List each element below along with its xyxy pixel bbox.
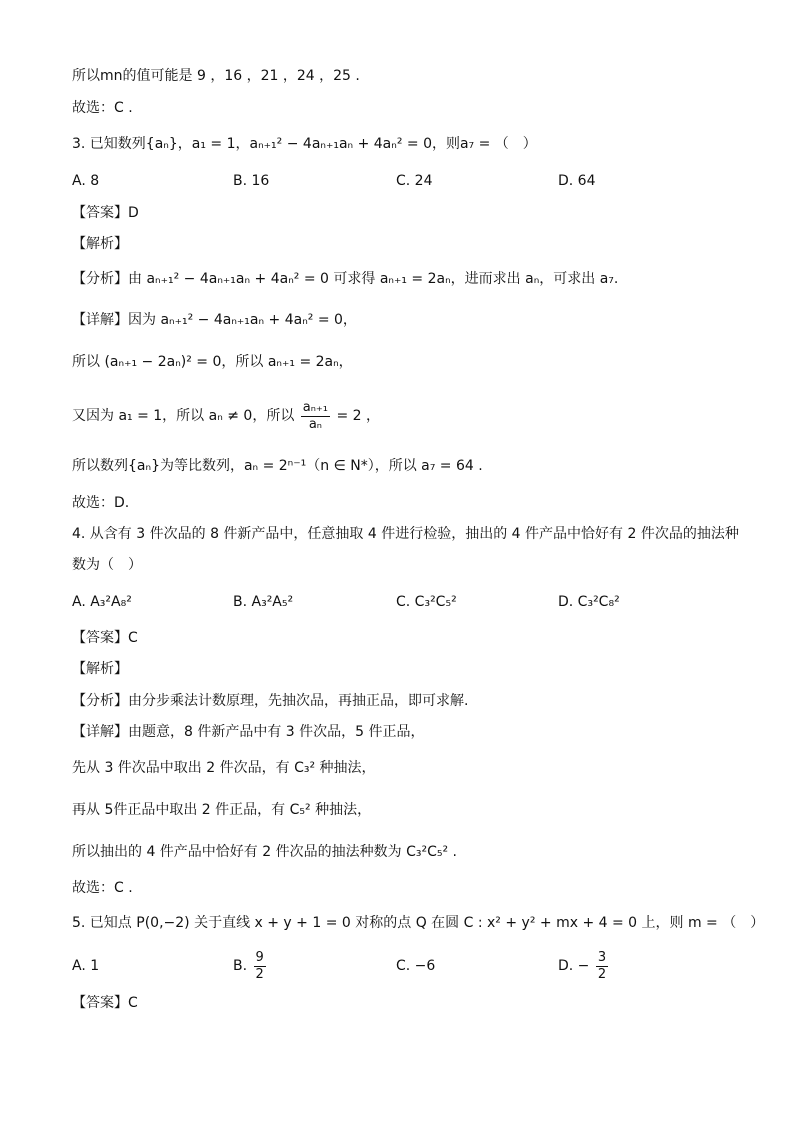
analysis-tag: 【解析】 [72, 661, 128, 677]
detail-text: 【详解】因为 aₙ₊₁² − 4aₙ₊₁aₙ + 4aₙ² = 0， [72, 312, 357, 328]
answer-tag: 【答案】C [72, 630, 138, 646]
q5-option-b [233, 946, 268, 986]
q4-option-a: A. A₃²A₈² [72, 594, 132, 610]
detail-step: 所以抽出的 4 件产品中恰好有 2 件次品的抽法种数为 C₃²C₅² . [72, 844, 457, 860]
q4-option-c: C. C₃²C₅² [396, 594, 457, 610]
question-4-line-2: 数为（ ） [72, 557, 142, 573]
q5-option-d [558, 946, 610, 986]
detail-step: 所以数列{aₙ}为等比数列，aₙ = 2ⁿ⁻¹（n ∈ N*），所以 a₇ = 64 . [72, 458, 483, 474]
detail-step-fraction [72, 396, 380, 436]
fraction-numerator: aₙ₊₁ [302, 399, 329, 415]
q3-option-c: C. 24 [396, 173, 433, 189]
detail-text: 【详解】由题意，8 件新产品中有 3 件次品，5 件正品， [72, 724, 425, 740]
q5-option-a: A. 1 [72, 958, 100, 974]
fraction-numerator: 3 [597, 949, 607, 965]
option-label: D. − [558, 958, 590, 974]
q3-option-d: D. 64 [558, 173, 596, 189]
detail-step: 再从 5件正品中取出 2 件正品，有 C₅² 种抽法， [72, 802, 372, 818]
question-4-line-1: 4. 从含有 3 件次品的 8 件新产品中，任意抽取 4 件进行检验，抽出的 4 件产品中恰好有 2 件次品的抽法种 [72, 526, 739, 542]
fraction-numerator: 9 [255, 949, 264, 965]
analysis-text: 【分析】由 aₙ₊₁² − 4aₙ₊₁aₙ + 4aₙ² = 0 可求得 aₙ₊₁ = 2aₙ，进而求出 aₙ，可求出 a₇. [72, 271, 619, 287]
choose-line: 故选：D. [72, 495, 130, 511]
fraction [254, 950, 266, 983]
fraction-prefix: 又因为 a₁ = 1，所以 aₙ ≠ 0，所以 [72, 408, 295, 424]
answer-tag: 【答案】D [72, 205, 139, 221]
q5-option-c: C. −6 [396, 958, 436, 974]
fraction-denominator: aₙ [308, 416, 322, 432]
analysis-text: 【分析】由分步乘法计数原理，先抽次品，再抽正品，即可求解. [72, 693, 469, 709]
fraction [596, 950, 608, 983]
q3-option-b: B. 16 [233, 173, 270, 189]
option-label: B. [233, 958, 248, 974]
detail-step: 所以 (aₙ₊₁ − 2aₙ)² = 0，所以 aₙ₊₁ = 2aₙ， [72, 354, 353, 370]
fraction-denominator: 2 [597, 966, 607, 982]
question-3: 3. 已知数列{aₙ}，a₁ = 1，aₙ₊₁² − 4aₙ₊₁aₙ + 4aₙ² = 0，则a₇ = （ ） [72, 136, 537, 152]
answer-tag: 【答案】C [72, 995, 138, 1011]
detail-step: 先从 3 件次品中取出 2 件次品，有 C₃² 种抽法， [72, 760, 376, 776]
text-line: 所以mn的值可能是 9 ，16 ，21 ，24 ，25 . [72, 68, 360, 84]
choose-line: 故选：C . [72, 880, 133, 896]
q3-option-a: A. 8 [72, 173, 100, 189]
analysis-tag: 【解析】 [72, 236, 128, 252]
fraction-suffix: = 2 ， [336, 408, 381, 424]
question-5: 5. 已知点 P(0,−2) 关于直线 x + y + 1 = 0 对称的点 Q 在圆 C : x² + y² + mx + 4 = 0 上，则 m = （ ） [72, 915, 765, 931]
text-line: 故选：C . [72, 100, 133, 116]
q4-option-b: B. A₃²A₅² [233, 594, 294, 610]
fraction [301, 400, 330, 433]
fraction-denominator: 2 [255, 966, 264, 982]
q4-option-d: D. C₃²C₈² [558, 594, 620, 610]
